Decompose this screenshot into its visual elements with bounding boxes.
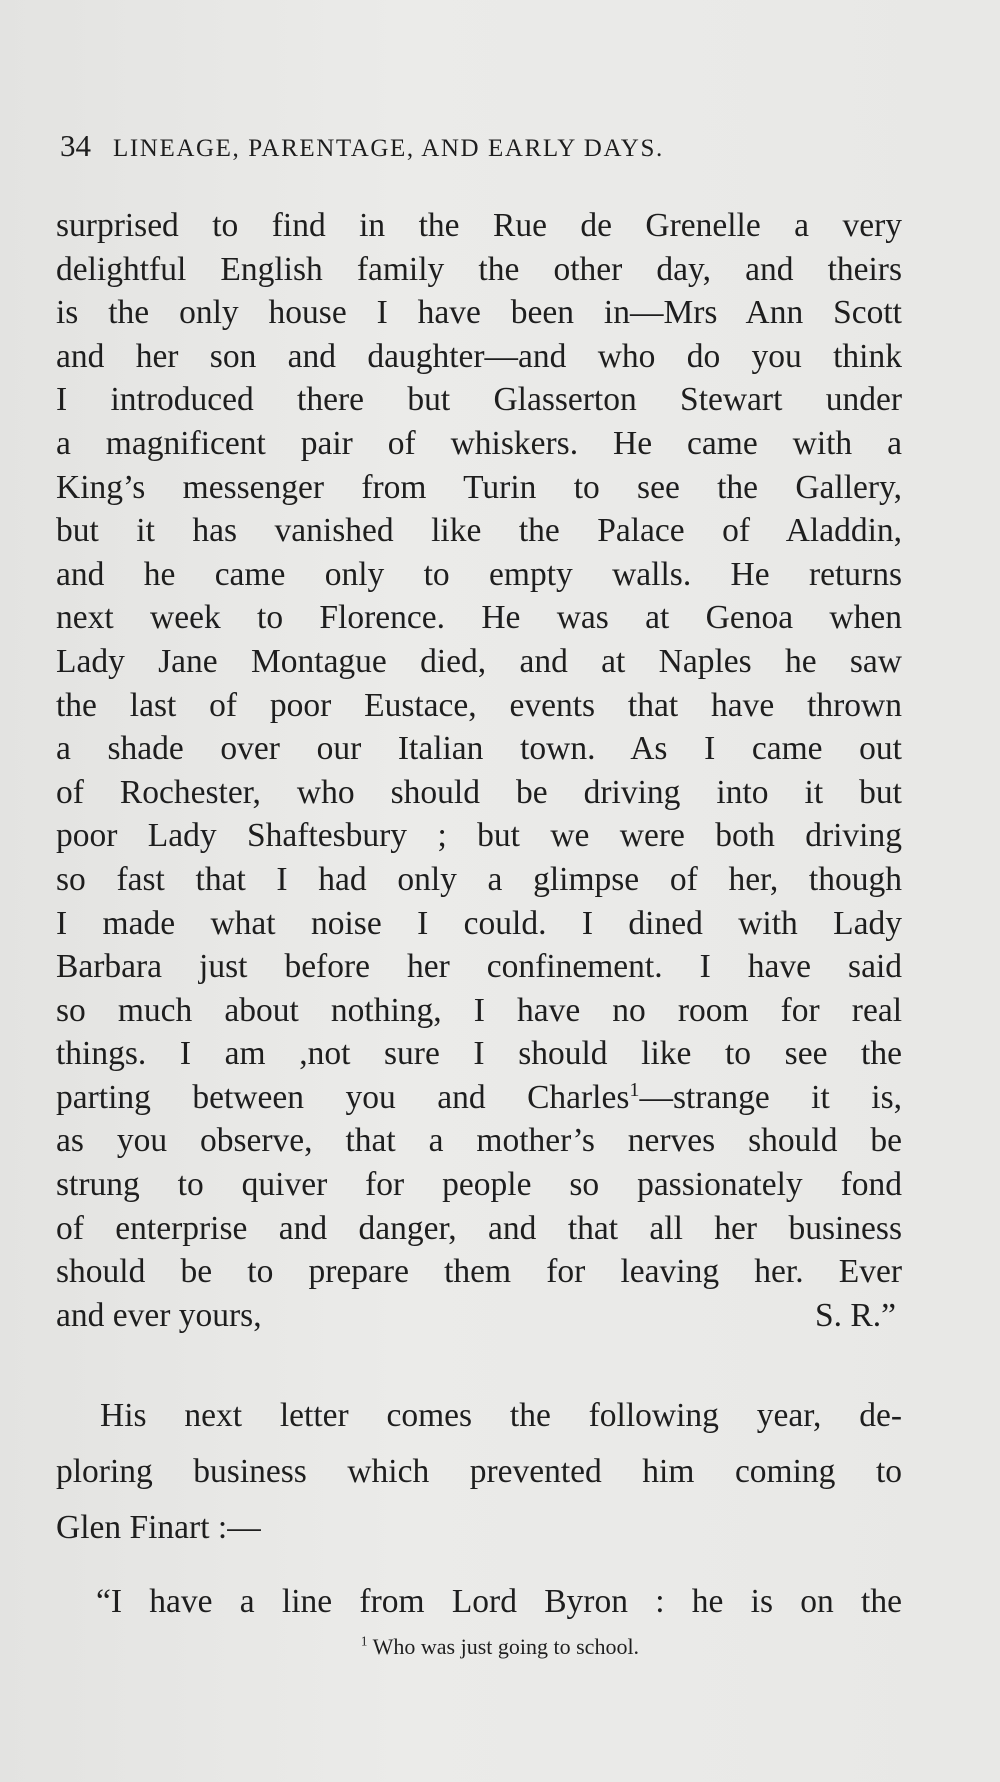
text-line: as you observe, that a mother’s nerves should be xyxy=(56,1122,902,1160)
footnote-text: Who was just going to school. xyxy=(372,1634,640,1659)
text-line: so fast that I had only a glimpse of her, though xyxy=(56,860,902,898)
page-number: 34 xyxy=(60,128,91,163)
text-line: next week to Florence. He was at Genoa when xyxy=(56,599,902,637)
text-line: should be to prepare them for leaving her. Ever xyxy=(56,1253,902,1291)
text-line: the last of poor Eustace, events that have thrown xyxy=(56,686,902,724)
footnote-number: 1 xyxy=(360,1633,368,1649)
text-line: I made what noise I could. I dined with Lady xyxy=(56,904,902,942)
text-line: is the only house I have been in—Mrs Ann Scott xyxy=(56,294,902,332)
letter-signature: S. R.” xyxy=(815,1296,896,1334)
text-line: delightful English family the other day, and theirs xyxy=(56,250,902,288)
letter-closing: and ever yours, xyxy=(56,1296,262,1334)
running-title: LINEAGE, PARENTAGE, AND EARLY DAYS. xyxy=(113,135,664,162)
text-line: and her son and daughter—and who do you think xyxy=(56,337,902,375)
text-line: of Rochester, who should be driving into it but xyxy=(56,773,902,811)
text-line: I introduced there but Glasserton Stewart under xyxy=(56,381,902,419)
text-line: a magnificent pair of whiskers. He came with a xyxy=(56,424,902,462)
text-line: Glen Finart :— xyxy=(56,1509,261,1546)
footnote xyxy=(0,1632,1000,1662)
narrative-paragraph xyxy=(56,1388,902,1556)
letter-signoff xyxy=(56,1294,896,1338)
text-line: a shade over our Italian town. As I came out xyxy=(56,730,902,768)
text-line: Barbara just before her confinement. I have said xyxy=(56,948,902,986)
text-line: and he came only to empty walls. He returns xyxy=(56,555,902,593)
running-head xyxy=(60,126,860,166)
text-line: His next letter comes the following year, de- xyxy=(100,1397,902,1434)
text-line: strung to quiver for people so passionately fond xyxy=(56,1166,902,1204)
text-fragment: parting between you and Charles xyxy=(56,1078,630,1116)
text-fragment: —strange it is, xyxy=(639,1078,902,1116)
text-line: things. I am ,not sure I should like to see the xyxy=(56,1035,902,1073)
text-line: surprised to find in the Rue de Grenelle a very xyxy=(56,207,902,244)
text-line: so much about nothing, I have no room for real xyxy=(56,991,902,1029)
text-line: ploring business which prevented him coming to xyxy=(56,1453,902,1490)
text-line: poor Lady Shaftesbury ; but we were both driving xyxy=(56,817,902,855)
footnote-marker: 1 xyxy=(629,1078,640,1101)
text-line: but it has vanished like the Palace of Aladdin, xyxy=(56,512,902,550)
text-line-with-footnote xyxy=(56,1076,902,1120)
text-line: Lady Jane Montague died, and at Naples he saw xyxy=(56,642,902,680)
text-line: King’s messenger from Turin to see the Gallery, xyxy=(56,468,902,506)
text-line: of enterprise and danger, and that all her business xyxy=(56,1209,902,1247)
letter-text xyxy=(56,204,902,1337)
quote-opening-line: “I have a line from Lord Byron : he is on the xyxy=(96,1583,902,1620)
